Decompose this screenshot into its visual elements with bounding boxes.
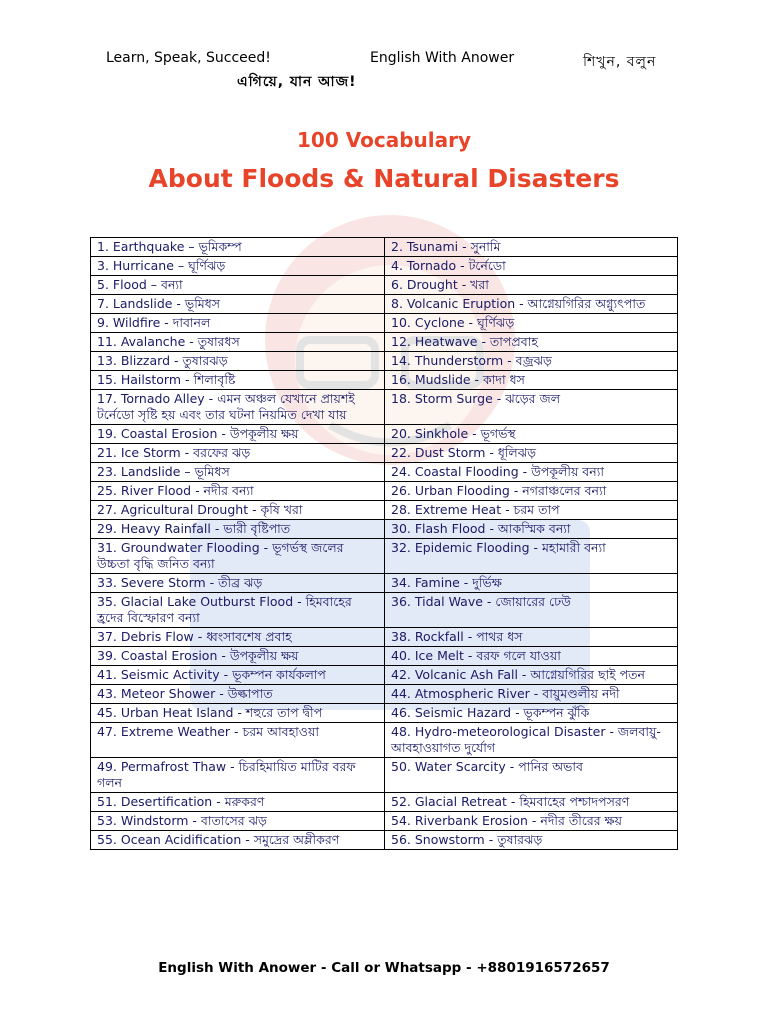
table-row — [91, 463, 678, 482]
vocab-cell: 7. Landslide - ভূমিধস — [91, 295, 385, 314]
table-row — [91, 647, 678, 666]
subtitle: 100 Vocabulary — [297, 128, 471, 152]
table-row — [91, 628, 678, 647]
header-bangla-slogan-line2: এগিয়ে, যান আজ! — [237, 74, 357, 90]
vocab-cell: 1. Earthquake – ভূমিকম্প — [91, 238, 385, 257]
vocab-cell: 22. Dust Storm - ধূলিঝড় — [385, 444, 678, 463]
table-row — [91, 758, 678, 793]
vocab-cell: 21. Ice Storm - বরফের ঝড় — [91, 444, 385, 463]
vocabulary-table — [90, 237, 678, 850]
vocab-cell: 44. Atmospheric River - বায়ুমণ্ডলীয় নদী — [385, 685, 678, 704]
table-row — [91, 593, 678, 628]
vocab-cell: 38. Rockfall - পাথর ধস — [385, 628, 678, 647]
vocab-cell: 39. Coastal Erosion - উপকূলীয় ক্ষয় — [91, 647, 385, 666]
vocab-cell: 27. Agricultural Drought - কৃষি খরা — [91, 501, 385, 520]
vocab-cell: 12. Heatwave - তাপপ্রবাহ — [385, 333, 678, 352]
header-slogan: Learn, Speak, Succeed! — [106, 50, 271, 66]
table-row — [91, 333, 678, 352]
vocab-cell: 43. Meteor Shower - উল্কাপাত — [91, 685, 385, 704]
vocab-cell: 48. Hydro-meteorological Disaster - জলবায়ু-আবহাওয়াগত দুর্যোগ — [385, 723, 678, 758]
vocab-cell: 51. Desertification - মরুকরণ — [91, 793, 385, 812]
table-row — [91, 482, 678, 501]
vocab-cell: 37. Debris Flow - ধ্বংসাবশেষ প্রবাহ — [91, 628, 385, 647]
vocab-cell: 6. Drought - খরা — [385, 276, 678, 295]
vocab-cell: 40. Ice Melt - বরফ গলে যাওয়া — [385, 647, 678, 666]
header-brand: English With Anower — [370, 50, 515, 66]
vocab-cell: 8. Volcanic Eruption - আগ্নেয়গিরির অগ্ন্যুৎপাত — [385, 295, 678, 314]
table-row — [91, 390, 678, 425]
table-row — [91, 831, 678, 850]
table-row — [91, 501, 678, 520]
table-row — [91, 704, 678, 723]
table-row — [91, 238, 678, 257]
vocab-cell: 54. Riverbank Erosion - নদীর তীরের ক্ষয় — [385, 812, 678, 831]
vocab-cell: 29. Heavy Rainfall - ভারী বৃষ্টিপাত — [91, 520, 385, 539]
vocab-cell: 34. Famine - দুর্ভিক্ষ — [385, 574, 678, 593]
vocab-cell: 49. Permafrost Thaw - চিরহিমায়িত মাটির বরফ গলন — [91, 758, 385, 793]
vocab-cell: 10. Cyclone - ঘূর্ণিঝড় — [385, 314, 678, 333]
vocab-cell: 4. Tornado - টর্নেডো — [385, 257, 678, 276]
vocab-cell: 16. Mudslide - কাদা ধস — [385, 371, 678, 390]
table-row — [91, 276, 678, 295]
vocab-cell: 24. Coastal Flooding - উপকূলীয় বন্যা — [385, 463, 678, 482]
table-row — [91, 539, 678, 574]
vocab-cell: 11. Avalanche - তুষারধস — [91, 333, 385, 352]
table-row — [91, 812, 678, 831]
vocab-cell: 52. Glacial Retreat - হিমবাহের পশ্চাদপসরণ — [385, 793, 678, 812]
vocab-cell: 19. Coastal Erosion - উপকূলীয় ক্ষয় — [91, 425, 385, 444]
table-row — [91, 444, 678, 463]
vocab-cell: 5. Flood – বন্যা — [91, 276, 385, 295]
vocab-cell: 31. Groundwater Flooding - ভূগর্ভস্থ জলের উচ্চতা বৃদ্ধি জনিত বন্যা — [91, 539, 385, 574]
vocab-cell: 35. Glacial Lake Outburst Flood - হিমবাহের হ্রদের বিস্ফোরণ বন্যা — [91, 593, 385, 628]
vocab-cell: 28. Extreme Heat - চরম তাপ — [385, 501, 678, 520]
table-row — [91, 425, 678, 444]
vocab-cell: 2. Tsunami - সুনামি — [385, 238, 678, 257]
vocab-cell: 55. Ocean Acidification - সমুদ্রের অম্লীকরণ — [91, 831, 385, 850]
vocab-cell: 13. Blizzard - তুষারঝড় — [91, 352, 385, 371]
table-row — [91, 352, 678, 371]
vocab-cell: 18. Storm Surge - ঝড়ের জল — [385, 390, 678, 425]
footer-contact: English With Anower - Call or Whatsapp - +8801916572657 — [158, 960, 610, 976]
vocab-cell: 42. Volcanic Ash Fall - আগ্নেয়গিরির ছাই পতন — [385, 666, 678, 685]
vocab-cell: 23. Landslide – ভূমিধস — [91, 463, 385, 482]
table-row — [91, 723, 678, 758]
vocab-cell: 25. River Flood - নদীর বন্যা — [91, 482, 385, 501]
vocab-cell: 17. Tornado Alley - এমন অঞ্চল যেখানে প্রায়শই টর্নেডো সৃষ্টি হয় এবং তার ঘটনা নিয়মিত দেখা যায় — [91, 390, 385, 425]
vocab-cell: 14. Thunderstorm - বজ্রঝড় — [385, 352, 678, 371]
page-header — [0, 48, 768, 92]
vocab-cell: 56. Snowstorm - তুষারঝড় — [385, 831, 678, 850]
vocab-cell: 9. Wildfire - দাবানল — [91, 314, 385, 333]
vocab-cell: 53. Windstorm - বাতাসের ঝড় — [91, 812, 385, 831]
vocab-cell: 3. Hurricane – ঘূর্ণিঝড় — [91, 257, 385, 276]
vocab-cell: 20. Sinkhole - ভূগর্ভস্থ — [385, 425, 678, 444]
vocab-cell: 33. Severe Storm - তীব্র ঝড় — [91, 574, 385, 593]
vocab-cell: 32. Epidemic Flooding - মহামারী বন্যা — [385, 539, 678, 574]
table-row — [91, 666, 678, 685]
table-row — [91, 295, 678, 314]
vocab-cell: 45. Urban Heat Island - শহুরে তাপ দ্বীপ — [91, 704, 385, 723]
vocab-cell: 46. Seismic Hazard - ভূকম্পন ঝুঁকি — [385, 704, 678, 723]
vocab-cell: 50. Water Scarcity - পানির অভাব — [385, 758, 678, 793]
table-row — [91, 257, 678, 276]
vocab-cell: 47. Extreme Weather - চরম আবহাওয়া — [91, 723, 385, 758]
table-row — [91, 314, 678, 333]
vocab-cell: 41. Seismic Activity - ভূকম্পন কার্যকলাপ — [91, 666, 385, 685]
vocab-cell: 15. Hailstorm - শিলাবৃষ্টি — [91, 371, 385, 390]
vocab-cell: 36. Tidal Wave - জোয়ারের ঢেউ — [385, 593, 678, 628]
table-row — [91, 793, 678, 812]
header-bangla-slogan: শিখুন, বলুন — [583, 54, 657, 70]
page-title: About Floods & Natural Disasters — [148, 164, 620, 193]
table-row — [91, 371, 678, 390]
vocab-cell: 26. Urban Flooding - নগরাঞ্চলের বন্যা — [385, 482, 678, 501]
table-row — [91, 520, 678, 539]
table-row — [91, 685, 678, 704]
table-row — [91, 574, 678, 593]
vocab-cell: 30. Flash Flood - আকস্মিক বন্যা — [385, 520, 678, 539]
